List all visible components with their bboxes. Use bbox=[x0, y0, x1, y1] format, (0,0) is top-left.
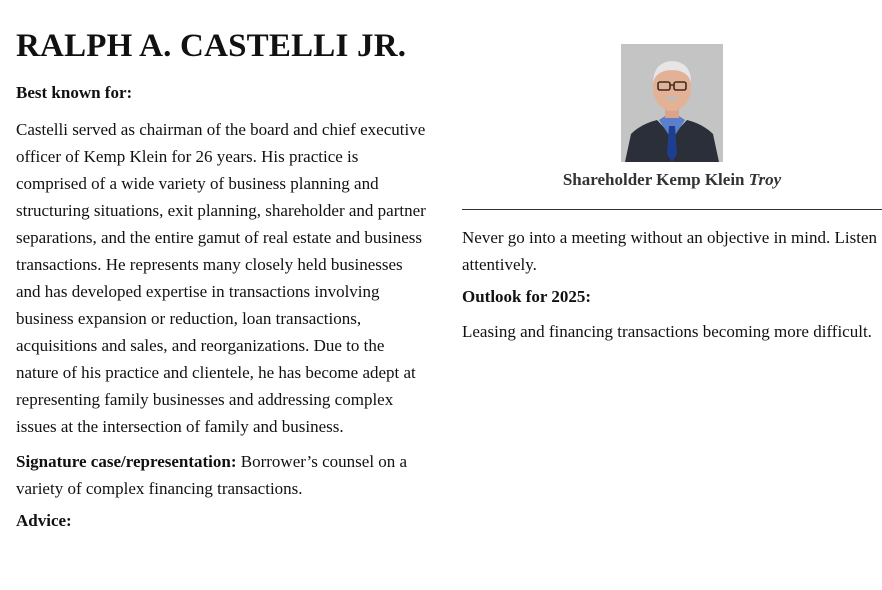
caption-title: Shareholder Kemp Klein bbox=[562, 170, 745, 189]
signature-label: Signature case/representation: bbox=[16, 452, 237, 471]
caption-location: Troy bbox=[748, 170, 782, 189]
divider bbox=[462, 209, 882, 210]
outlook-text: Leasing and financing transactions becoming more difficult. bbox=[462, 322, 872, 341]
profile-main bbox=[16, 24, 426, 544]
profile-sidebar bbox=[462, 44, 882, 353]
signature-case bbox=[16, 448, 426, 502]
outlook-label: Outlook for 2025: bbox=[462, 287, 592, 306]
photo-block bbox=[462, 44, 882, 191]
signature-text: Borrower’s counsel on a variety of complex financing transactions. bbox=[16, 452, 408, 498]
profile-name: RALPH A. CASTELLI JR. bbox=[16, 28, 407, 64]
headshot-photo bbox=[621, 44, 723, 162]
photo-caption bbox=[563, 169, 781, 191]
best-known-text: Castelli served as chairman of the board and chief executive officer of Kemp Klein for 26 years. His practice is comprised of a wide variety of business planning and structuring situations, exit planning, shareholder and partner separations, and the entire gamut of real estate and business transactions. He represents many closely held businesses and has developed expertise in transactions involving business expansion or reduction, loan transactions, acquisitions and sales, and reorganizations. Due to the nature of his practice and clientele, he has become adept at representing family businesses and addressing complex issues at the intersection of family and business. bbox=[16, 120, 426, 436]
advice-text: Never go into a meeting without an objective in mind. Listen attentively. bbox=[462, 228, 877, 274]
best-known-label: Best known for: bbox=[16, 83, 133, 102]
advice-label: Advice: bbox=[16, 511, 72, 530]
